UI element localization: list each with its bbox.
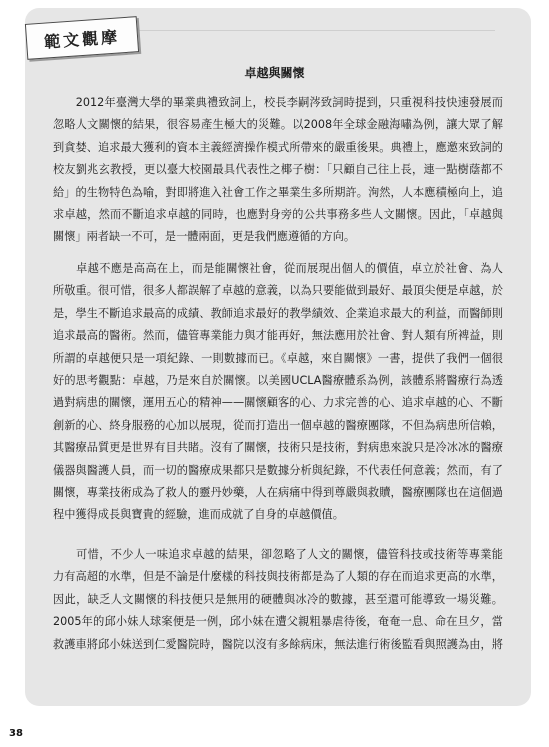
text-line: 到貪婪、追求最大獲利的資本主義經濟操作模式所帶來的嚴重後果。典禮上，應邀來致詞的 <box>53 140 503 154</box>
text-line: 校友劉兆玄教授，更以臺大校園最具代表性之椰子樹：「只顧自己往上長，連一點樹蔭都不 <box>53 163 503 177</box>
text-line: 因此，缺乏人文關懷的科技便只是無用的硬體與冰冷的數據，甚至還可能導致一場災難。 <box>53 592 503 606</box>
paragraph-1 <box>53 92 503 249</box>
text-line: 過對病患的關懷，運用五心的精神——關懷顧客的心、力求完善的心、追求卓越的心、不斷 <box>53 396 503 410</box>
text-line: 其醫療品質更是世界有目共睹。沒有了關懷，技術只是技術，對病患來說只是冷冰冰的醫療 <box>53 441 503 455</box>
text-line: 所敬重。很可惜，很多人都誤解了卓越的意義，以為只要能做到最好、最頂尖便是卓越，於 <box>53 284 503 298</box>
text-line: 關懷」兩者缺一不可，是一體兩面，更是我們應遵循的方向。 <box>53 230 356 244</box>
paragraph-2 <box>53 258 503 527</box>
section-label: 範文觀摩 <box>43 26 121 52</box>
text-line: 忽略人文關懷的結果，很容易產生極大的災難。以2008年全球金融海嘯為例，讓大眾了解 <box>53 118 503 132</box>
header-rule <box>125 30 495 31</box>
text-line: 卓越不應是高高在上，而是能關懷社會，從而展現出個人的價值，卓立於社會、為人 <box>53 262 503 275</box>
text-line: 2005年的邱小妹人球案便是一例，邱小妹在遭父親粗暴虐待後，奄奄一息、命在旦夕，當 <box>53 615 503 629</box>
text-line: 程中獲得成長與寶貴的經驗，進而成就了自身的卓越價值。 <box>53 508 344 522</box>
page-number: 38 <box>9 728 23 739</box>
text-line: 關懷，專業技術成為了救人的靈丹妙藥，人在病痛中得到尊嚴與救贖，醫療團隊也在這個過 <box>53 486 503 500</box>
text-line: 好的思考觀點：卓越，乃是來自於關懷。以美國UCLA醫療體系為例，該體系將醫療行為透 <box>53 374 503 388</box>
text-line: 2012年臺灣大學的畢業典禮致詞上，校長李嗣涔致詞時提到，只重視科技快速發展而 <box>53 96 503 109</box>
text-line: 是，學生不斷追求最高的成績、教師追求最好的教學績效、企業追求最大的利益，而醫師則 <box>53 306 503 320</box>
text-line: 力有高超的水準，但是不論是什麼樣的科技與技術都是為了人類的存在而追求更高的水準， <box>53 570 503 584</box>
text-line: 儀器與醫護人員，而一切的醫療成果都只是數據分析與紀錄，不代表任何意義；然而，有了 <box>53 463 503 477</box>
paragraph-3 <box>53 544 503 656</box>
text-line: 所謂的卓越便只是一項紀錄、一則數據而已。《卓越，來自關懷》一書，提供了我們一個很 <box>53 351 503 365</box>
text-line: 可惜，不少人一味追求卓越的結果，卻忽略了人文的關懷，儘管科技或技術等專業能 <box>53 548 503 561</box>
text-line: 求卓越，然而不斷追求卓越的同時，也應對身旁的公共事務多些人文關懷。因此，「卓越與 <box>53 208 503 222</box>
article-title: 卓越與關懷 <box>244 66 305 80</box>
text-line: 創新的心、終身服務的心加以展現，從而打造出一個卓越的醫療團隊，不但為病患所信賴， <box>53 418 503 432</box>
text-line: 追求最高的醫術。然而，儘管專業能力與才能再好，無法應用於社會、對人類有所裨益，則 <box>53 329 503 343</box>
text-line: 救護車將邱小妹送到仁愛醫院時，醫院以沒有多餘病床，無法進行術後監看與照護為由，將 <box>53 637 503 651</box>
text-line: 給」的生物特色為喻，對即將進入社會工作之畢業生多所期許。洵然，人本應積極向上，追 <box>53 185 503 199</box>
